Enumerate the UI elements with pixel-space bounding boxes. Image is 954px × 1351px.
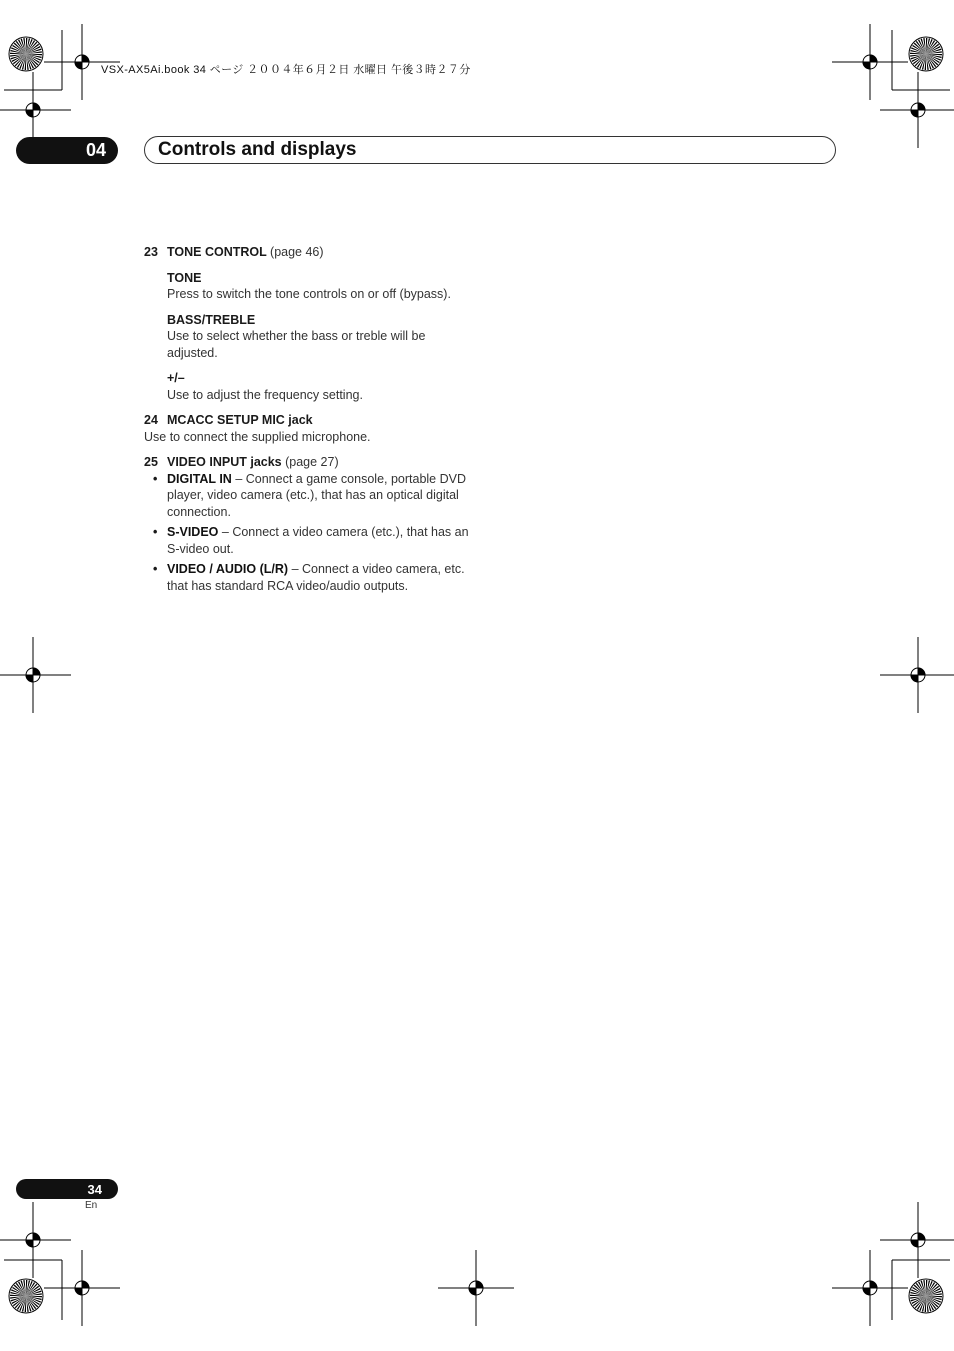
page-language: En [85,1200,98,1211]
item-number: 25 [144,455,158,469]
page-reference: (page 27) [285,455,339,469]
registration-mark [44,1250,120,1326]
subitem-plus-minus [167,370,484,403]
item-number: 23 [144,245,158,259]
bullet-digital-in [144,471,484,521]
item-title: MCACC SETUP MIC jack [167,413,313,427]
subitem-text: Press to switch the tone controls on or off (bypass). [167,287,451,301]
bullet-label: DIGITAL IN [167,471,232,486]
subitem-text: Use to select whether the bass or treble will be adjusted. [167,329,426,360]
chapter-title-bar [144,136,836,164]
content-column [144,244,484,594]
item-24 [144,412,484,445]
registration-mark [832,24,908,100]
bullet-label: S-VIDEO [167,525,219,539]
subitem-label: +/– [167,371,185,385]
item-25 [144,454,484,594]
bullet-text: – Connect a video camera (etc.), that has an S-video out. [167,525,469,556]
item-heading [144,454,484,471]
starburst-mark [9,1279,43,1313]
subitem-label: BASS/TREBLE [167,312,256,327]
subitem-label: TONE [167,270,202,285]
bullet-dot: • [153,471,158,486]
chapter-title: Controls and displays [158,139,357,160]
subitem-bass-treble [167,312,484,362]
starburst-mark [909,1279,943,1313]
starburst-mark [909,37,943,71]
registration-mark [0,637,71,713]
bullet-dot: • [153,525,158,539]
registration-mark [0,1202,71,1278]
chapter-number-tab [16,137,118,164]
registration-mark [880,637,954,713]
bullet-text: – Connect a video camera, etc. that has standard RCA video/audio outputs. [167,562,465,593]
chapter-number: 04 [85,140,106,160]
registration-mark [880,72,954,148]
page-reference: (page 46) [270,245,324,259]
bullet-s-video [144,524,484,557]
bullet-dot: • [153,562,158,576]
starburst-mark [9,37,43,71]
bullet-video-audio [144,561,484,594]
page-number-tab [16,1179,118,1199]
item-title: TONE CONTROL [167,245,267,259]
subitem-text: Use to adjust the frequency setting. [167,387,363,402]
bullet-text: – Connect a game console, portable DVD player, video camera (etc.), that has an optical digital connection. [167,471,467,519]
bullet-label: VIDEO / AUDIO (L/R) [167,562,289,576]
page-number: 34 [87,1181,102,1197]
registration-mark [832,1250,908,1326]
item-title: VIDEO INPUT jacks [167,455,282,469]
registration-mark [438,1250,514,1326]
registration-mark [880,1202,954,1278]
item-heading [144,244,484,261]
file-header: VSX-AX5Ai.book 34 ページ ２００４年６月２日 水曜日 午後３時２７分 [101,64,471,76]
subitem-tone [167,270,484,303]
item-text: Use to connect the supplied microphone. [144,429,371,444]
item-number: 24 [144,413,158,427]
item-heading [144,412,484,429]
item-23 [144,244,484,403]
